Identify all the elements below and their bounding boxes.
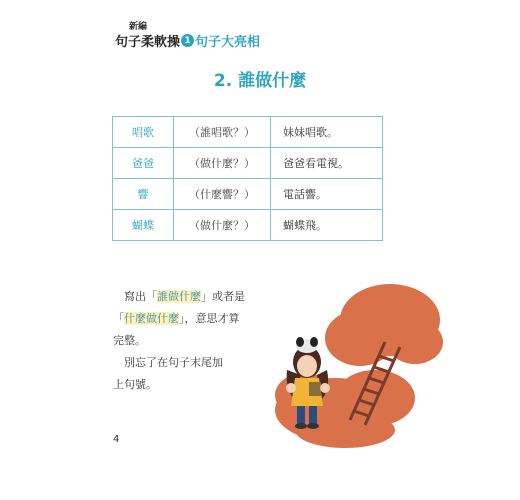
text-run: 「 [113,312,124,325]
pattern-cell: （什麼響？） [174,179,271,210]
paragraph-line: 上句號。 [113,378,157,391]
page-number: 4 [113,434,120,445]
table-row [113,148,383,179]
highlight-what-does-what: 什麼做什麼 [124,312,179,325]
table-row [113,117,383,148]
book-subtitle: 句子大亮相 [195,35,261,50]
text-run: 寫出「 [124,290,157,303]
book-title [115,31,260,50]
volume-badge: 1 [181,34,194,47]
text-run: 」或者是 [201,290,245,303]
series-label: 新編 [129,22,148,32]
sentence-cell: 妹妹唱歌。 [271,117,383,148]
word-cell: 蝴蝶 [113,210,174,241]
word-cell: 唱歌 [113,117,174,148]
pattern-cell: （誰唱歌？） [174,117,271,148]
word-table [112,116,383,241]
section-title: 2. 誰做什麼 [213,71,307,91]
paragraph-line: 別忘了在句子末尾加 [124,356,223,369]
paragraph-line: 完整。 [113,334,146,347]
pattern-cell: （做什麼？） [174,210,271,241]
sentence-cell: 蝴蝶飛。 [271,210,383,241]
word-cell: 爸爸 [113,148,174,179]
book-title-text: 句子柔軟操 [115,35,181,50]
highlight-who-does-what: 誰做什麼 [157,290,201,303]
text-run: 」，意思才算 [179,312,240,325]
word-cell: 響 [113,179,174,210]
table-row [113,179,383,210]
sentence-cell: 電話響。 [271,179,383,210]
girl-on-cloud-illustration [265,270,445,450]
pattern-cell: （做什麼？） [174,148,271,179]
table-row [113,210,383,241]
sentence-cell: 爸爸看電視。 [271,148,383,179]
